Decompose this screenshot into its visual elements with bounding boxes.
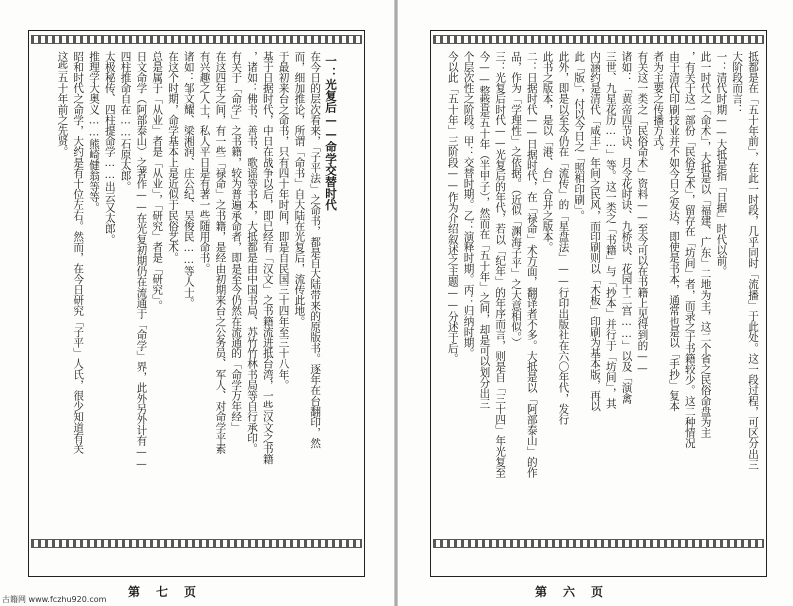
right-page-top-border [433,35,764,44]
text-column: ，诸如：佛书、善书、歌谣等书本，大抵都是由中国书局、苏竹竹林书局等自行承印。 [246,51,258,454]
text-column: 诸如：邹文耀、梁湘润、庄公纪、吴俊民……等人士。 [182,51,195,309]
text-column: 者为主要之传播方式。 [652,51,665,157]
left-page-number: 第七页 [128,585,213,599]
text-column: 内涵约是清代「咸丰」年间之民风，而印刷则以「木板」印刷为基本版，再以 [589,51,601,412]
text-column: 太极秘传、四柱提命学……出云又太郎。 [103,51,116,245]
text-column: 一：光复后——命学交替时代 [324,55,338,211]
text-column: 而，细加推论，所谓「命书」自大陆在光复后，流传此地。 [293,51,306,327]
right-page [397,0,793,606]
left-page-frame [28,30,365,577]
text-column: 此外，即是以至今仍在「流传」的「星盘法」——行印出版社在六〇年代，发行 [557,51,570,425]
left-page-bottom-border [31,539,362,548]
text-column: 由于清代印刷技业并不如今日之发达，即使是书本，通常也是以「手抄」复本 [668,51,680,412]
text-column: ，有关于这一部份「民俗艺术」，留存在「坊间」者，而录之于书籍较少。这二种情况 [683,51,696,449]
text-column: 有关于「命学」之书籍，较为普遍承命者，即是至今仍然在流通的「命学万年经」 [230,51,243,433]
text-column: 二：日据时代——日据时代，在「禄命」术方面，翻译者不多。大抵是以「阿部泰山」的作 [525,51,538,478]
text-column: 三世、九星花历……」等。这一类之「书籍」与「抄本」并行于「坊间」，其 [604,51,617,409]
right-page-number: 第六页 [535,585,620,599]
text-column: 有关这一类之「民俗命术」资料——至今可以在书籍上见得到的—— [636,51,649,375]
text-column: 抵都是在「五十年前」，在此一时段，几乎同时「流播」于此处。这一段过程，可区分出三 [747,51,759,470]
text-column: 总是属于「从业」者是「从业」，「研究」者是「研究」。 [151,51,164,311]
text-column: 推理学大奥义……熊崎健翁等等。 [88,51,100,213]
text-column: 基于日据时代，中日在战争以后，即已经有「汉文」之书籍流进抵台湾，一些汉文之书籍 [261,51,274,465]
text-column: 昭和时代之命学，大约是有十位左右。然而，在今日研究「子平」人氏，很少知道有关 [72,51,85,454]
text-column: 今——整整是五十年（半甲子），然而在「五十年」之间，却是可以划分出三 [478,51,491,409]
text-column: 此书之版本，是以「港、台」合并之版本。 [541,51,554,253]
text-column: 三：光复后时代——光复后的年代，若以「纪年」的年序而言，则是自「三十四」年光复至 [494,51,507,478]
right-page-frame [430,30,767,577]
text-column: 日文命学（阿部泰山）之著作——在光复初期仍在流通于「命学」界，此外另外计有—— [135,51,148,470]
text-column: 个层次性之阶段。甲：交替时期。乙：演释时期。丙：归纳时期。 [462,51,475,359]
text-column: 诸如：「黄帝四节诀、月令花时诀、九桥诀、花园十二宫……」以及「演禽 [620,51,633,404]
text-column: 在这四年之间，有一些「禄命」之书籍，是经由初期来台之公务员、军人、对命学平素 [214,51,227,454]
text-column: 在这个时期，命学基本上是近似于民俗艺术。 [167,51,179,263]
text-column: 四柱推命自在……石原太郎。 [119,51,132,192]
left-page [0,0,396,606]
text-column: 今以此「五十年」三阶段——作为介绍叙述之主题——分述于后。 [446,51,459,364]
text-column: 这些五十年前之先贤。 [56,51,69,157]
text-column: 大阶段而言： [731,51,744,115]
text-column: 品，作为「学理性」之依据。（近似「渊海子平」之大意相似。） [510,51,522,348]
text-column: 一：清代时期——大抵是指「日据」时代以前。 [715,51,728,277]
text-column: 在今日的层次看来，「子平法」之命书，都是自大陆带来的原版书。逐年在台翻印，然 [309,51,322,449]
text-column: 此「版」，付以今日之「照相印刷」。 [573,51,586,221]
text-column: 此一时代之「命术」，大抵是以「福建、广东」二地为主，这二个省之民俗命盘为主 [699,51,712,438]
left-page-top-border [31,35,362,44]
text-column: 于最初来台之命书，只有四十年时间，即是自民国三十四年至三十八年。 [277,51,290,391]
text-column: 有兴趣之人士，私人平日是有著一些随用命书。 [198,51,211,274]
right-page-bottom-border [433,539,764,548]
site-watermark: 古籍网 www.fczhu920.com [2,595,107,604]
